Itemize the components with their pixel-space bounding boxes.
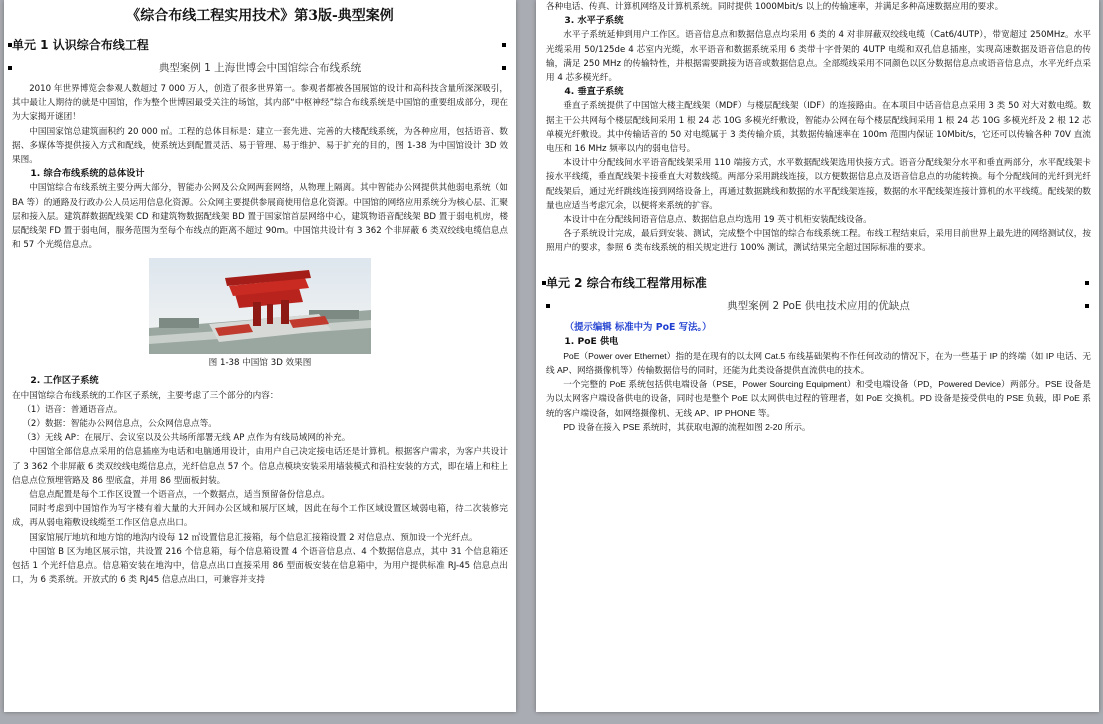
section-heading: 3. 水平子系统	[564, 15, 624, 27]
body-paragraph: 同时考虑到中国馆作为写字楼有着大量的大开间办公区域和展厅区域，因此在每个工作区域设置区域弱电箱，待二次装修完成，再从弱电箱敷设线缆至工作区信息点出口。	[12, 504, 508, 529]
list-item: （3）无线 AP：在展厅、会议室以及公共场所部署无线 AP 点作为有线局域网的补充。	[22, 433, 351, 444]
body-paragraph: 本设计中分配线间水平语音配线架采用 110 端接方式，水平数据配线架选用快接方式。语音分配线架分水平和垂直两部分，水平配线架卡接水平线缆，垂直配线架卡接垂直大对数线缆。两部分采用跳线连接，以方便数据信息点及语音信息点的功能转换。每个分配线间的光纤到光纤配线架后，通过光纤跳线连接到网络设备上，再通过数据跳线和数据的水平配线架连接，数据的水平配线架连接计算机的水平线缆。配线架的数量也应适当考虑冗余，以便将来系统的扩容。	[546, 158, 1091, 211]
body-paragraph: 本设计中在分配线间语音信息点、数据信息点均选用 19 英寸机柜安装配线设备。	[563, 215, 872, 226]
section-heading: 2. 工作区子系统	[30, 375, 99, 387]
paragraph-mark-icon	[1085, 281, 1089, 285]
page-content	[12, 0, 508, 587]
unit-heading	[546, 274, 1091, 292]
editor-note: （提示编辑 标准中为 PoE 写法。）	[564, 321, 712, 333]
unit-heading-text: 单元 2 综合布线工程常用标准	[546, 275, 707, 290]
case-heading-text: 典型案例 2 PoE 供电技术应用的优缺点	[727, 299, 910, 312]
case-heading-text: 典型案例 1 上海世博会中国馆综合布线系统	[158, 62, 362, 74]
body-paragraph: 国家馆展厅地坑和地方馆的地沟内设每 12 ㎡设置信息汇接箱，每个信息汇接箱设置 2 对信息点、预加设一个光纤点。	[29, 532, 478, 543]
body-paragraph: 中国馆全部信息点采用的信息插座为电话和电脑通用设计，由用户自己决定接电话还是计算机。根据客户需求，为客户共设计了 3 362 个非屏蔽 6 类双绞线电缆信息点，光纤信息点 57 个。信息点模块安装采用墙装模式和沿柱安装的方式，即在墙上和柱上信息点位预埋管路及 86 型底盒，并用 86 型面板封装。	[12, 447, 508, 486]
body-paragraph: 中国馆综合布线系统主要分两大部分，智能办公网及公众网两套网络，从物理上隔离。其中智能办公网提供其他弱电系统（如 BA 等）的通路及行政办公人员运用信息化资源。公众网主要提供参展商使用信息化资源。中国馆的网络应用系统分为核心层、汇聚层和接入层。建筑群数据配线架 CD 和建筑物数据配线架 BD 置于国家馆首层网络中心，建筑物语音配线架 BD 置于弱电机房，楼层配线架 FD 置于弱电间，服务范围为至每个布线点的距离不超过 90m。中国馆共设计有 3 362 个非屏蔽 6 类双绞线电缆信息点和 57 个光缆信息点。	[12, 183, 508, 251]
section-heading: 1. PoE 供电	[564, 335, 619, 347]
body-paragraph: 水平子系统延伸到用户工作区。语音信息点和数据信息点均采用 6 类的 4 对非屏蔽双绞线电缆（Cat6/4UTP），带宽超过 250MHz。水平光缆采用 50/125de 4 芯室内光缆，水平语音和数据系统采用 6 类带十字骨架的 4UTP 电缆和双孔信息插座，实现高速数据及语音信息的传输，满足 250 MHz 的传输特性，并根据需要跳接为语音或数据信息点。全部缆线采用不同颜色以区分数据信息点或语音信息点，水平光纤点采用 4 芯多模光纤。	[546, 30, 1091, 84]
unit-heading-text: 单元 1 认识综合布线工程	[12, 38, 149, 52]
case-heading	[546, 298, 1091, 314]
unit-heading	[12, 36, 508, 54]
paragraph-mark-icon	[502, 43, 506, 47]
blank-line	[546, 256, 1091, 270]
document-page-right	[536, 0, 1099, 712]
paragraph-mark-icon	[8, 66, 12, 70]
page-content	[546, 0, 1091, 434]
body-paragraph: 2010 年世界博览会参观人数超过 7 000 万人，创造了很多世界第一。参观者都被各国展馆的设计和高科技含量所深深吸引，其中最让人期待的就是中国馆，作为整个世博园最受关注的场馆，其内部“中枢神经”综合布线系统是中国馆的重要组成部分，现在为大家揭开谜团！	[12, 84, 508, 123]
body-paragraph: 信息点配置是每个工作区设置一个语音点，一个数据点，适当预留备份信息点。	[29, 490, 330, 501]
paragraph-mark-icon	[546, 304, 550, 308]
body-paragraph: 中国国家馆总建筑面积约 20 000 ㎡。工程的总体目标是：建立一套先进、完善的大楼配线系统，为各种应用，包括语音、数据、多媒体等提供接入方式和配线，使系统达到配置灵活、易于管理、易于维护、易于扩充的目的，图 1-38 为中国馆设计 3D 效果图。	[12, 126, 508, 166]
document-page-left	[4, 0, 516, 712]
section-heading: 4. 垂直子系统	[564, 86, 624, 98]
document-title: 《综合布线工程实用技术》第3版-典型案例	[126, 8, 394, 24]
section-heading: 1. 综合布线系统的总体设计	[30, 168, 145, 180]
list-item: （2）数据：智能办公网信息点，公众网信息点等。	[22, 419, 217, 430]
body-paragraph: 各子系统设计完成，最后到安装、测试，完成整个中国馆的综合布线系统工程。布线工程结束后，采用目前世界上最先进的网络测试仪，按照用户的要求，参照 6 类布线系统的相关规定进行 100% 测试，测试结果完全超过国际标准的要求。	[546, 229, 1091, 254]
case-heading	[12, 60, 508, 76]
china-pavilion-3d-image	[149, 258, 371, 354]
paragraph-mark-icon	[8, 43, 12, 47]
body-paragraph: PoE（Power over Ethernet）指的是在现有的以太网 Cat.5 布线基础架构不作任何改动的情况下，在为一些基于 IP 的终端（如 IP 电话、无线 AP、网络摄像机等）传输数据信号的同时，还能为此类设备提供直流供电的技术。	[546, 350, 1091, 376]
body-paragraph: PD 设备在接入 PSE 系统时，其获取电源的流程如图 2-20 所示。	[563, 421, 811, 432]
body-paragraph: 一个完整的 PoE 系统包括供电端设备（PSE，Power Sourcing Equipment）和受电端设备（PD，Powered Device）两部分。PSE 设备是为以太网客户端设备供电的设备，同时也是整个 PoE 以太网供电过程的管理者，如 PoE 交换机。PD 设备是接受供电的 PSE 负载，即 PoE 系统的客户端设备，如网络摄像机、无线 AP、IP PHONE 等。	[546, 379, 1091, 418]
paragraph-mark-icon	[502, 66, 506, 70]
paragraph-mark-icon	[542, 281, 546, 285]
paragraph-mark-icon	[1085, 304, 1089, 308]
body-paragraph: 各种电话、传真、计算机网络及计算机系统。同时提供 1000Mbit/s 以上的传输速率，并满足多种高速数据应用的要求。	[546, 2, 1004, 12]
body-paragraph: 在中国馆综合布线系统的工作区子系统，主要考虑了三个部分的内容：	[12, 390, 279, 401]
body-paragraph: 中国馆 B 区为地区展示馆，共设置 216 个信息箱，每个信息箱设置 4 个语音信息点、4 个数据信息点，其中 31 个信息箱还包括 1 个光纤信息点。信息箱安装在地沟中，信息点出口直接采用 86 型面板安装在信息箱中，为用户提供标准 RJ-45 信息点出口，为 6 类系统。开放式的 6 类 RJ45 信息点出口，可兼容并支持	[12, 546, 508, 586]
body-paragraph: 垂直子系统提供了中国馆大楼主配线架（MDF）与楼层配线架（IDF）的连接路由。在本项目中话音信息点采用 3 类 50 对大对数电缆。数据主干公共网每个楼层配线间采用 1 根 24 芯 10G 多模光纤敷设，智能办公网在每个楼层配线间采用 1 根 24 芯 10G 多模光纤及 2 根 12 芯单模光纤敷设。其中传输话音的 50 对电缆属于 3 类传输介质，其数据传输速率在 100m 范围内保证 10Mbit/s，它还可以传输各种 70V 直流电压和 16 MHz 频率以内的弱电信号。	[546, 101, 1091, 155]
figure-caption: 图 1-38 中国馆 3D 效果图	[208, 358, 312, 369]
list-item: （1）语音：普通语音点。	[22, 404, 123, 415]
